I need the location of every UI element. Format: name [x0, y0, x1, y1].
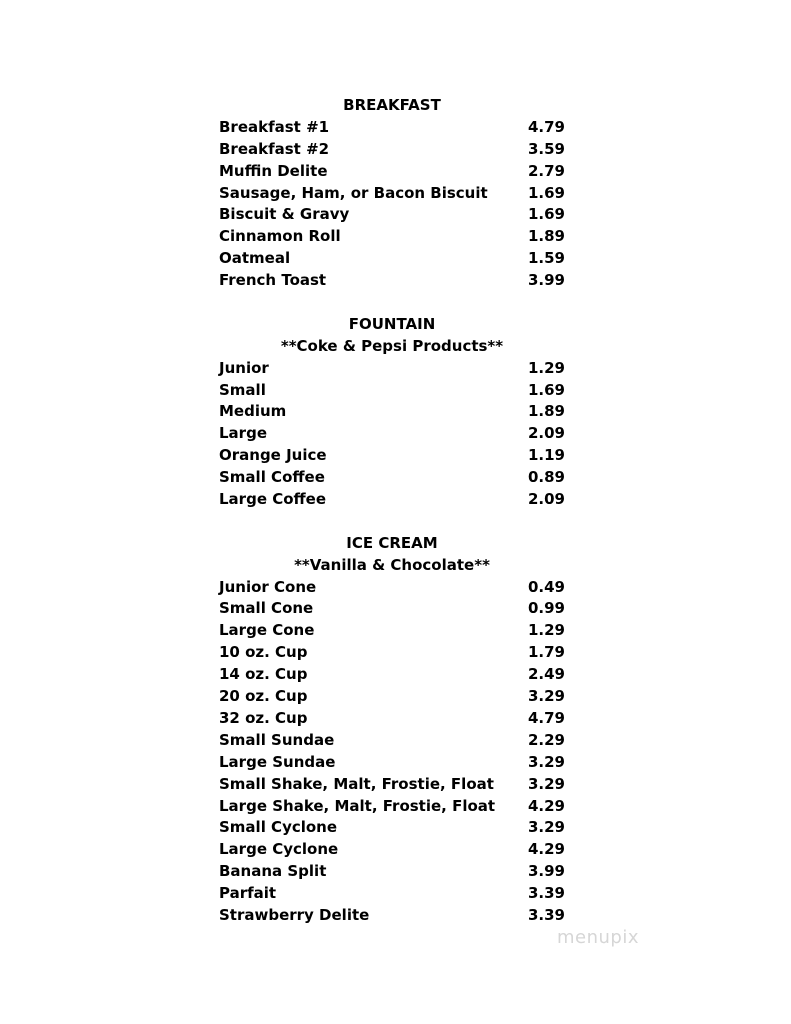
menu-item — [219, 183, 565, 205]
menu-item — [219, 883, 565, 905]
menu-item — [219, 139, 565, 161]
section-spacer — [219, 292, 565, 314]
section-subtitle: **Coke & Pepsi Products** — [280, 336, 504, 355]
menu-item — [219, 489, 565, 511]
section-ice-cream — [219, 533, 565, 927]
item-name: Medium — [219, 402, 287, 421]
item-price: 3.29 — [527, 687, 565, 706]
menu-item — [219, 774, 565, 796]
menu-item — [219, 248, 565, 270]
item-name: Large Cone — [219, 621, 315, 640]
item-price: 1.19 — [527, 446, 565, 465]
menu-item — [219, 380, 565, 402]
item-price: 3.99 — [527, 862, 565, 881]
menu-item — [219, 401, 565, 423]
item-name: Small Sundae — [219, 730, 335, 749]
item-price: 4.29 — [527, 796, 565, 815]
menu-item — [219, 839, 565, 861]
section-fountain — [219, 314, 565, 511]
menu-item — [219, 905, 565, 927]
menu-item — [219, 817, 565, 839]
item-name: 14 oz. Cup — [219, 665, 308, 684]
item-price: 3.29 — [527, 818, 565, 837]
menu-item — [219, 161, 565, 183]
item-name: Large — [219, 424, 267, 443]
item-price: 2.79 — [527, 161, 565, 180]
section-breakfast — [219, 95, 565, 292]
menu-item — [219, 620, 565, 642]
section-title: BREAKFAST — [343, 96, 441, 114]
item-price: 3.39 — [527, 884, 565, 903]
item-name: 32 oz. Cup — [219, 708, 308, 727]
item-name: Large Shake, Malt, Frostie, Float — [219, 796, 496, 815]
item-name: Parfait — [219, 884, 277, 903]
menu-item — [219, 423, 565, 445]
menu-item — [219, 445, 565, 467]
item-price: 1.29 — [527, 358, 565, 377]
item-price: 3.39 — [527, 905, 565, 924]
item-name: Large Sundae — [219, 752, 336, 771]
menu-item — [219, 708, 565, 730]
item-price: 3.29 — [527, 752, 565, 771]
item-name: Junior Cone — [219, 577, 317, 596]
menu-item — [219, 358, 565, 380]
menu-item — [219, 730, 565, 752]
item-price: 2.29 — [527, 730, 565, 749]
item-name: Breakfast #2 — [219, 139, 330, 158]
item-name: Small Cyclone — [219, 818, 338, 837]
item-price: 0.99 — [527, 599, 565, 618]
item-price: 4.79 — [527, 708, 565, 727]
item-price: 2.09 — [527, 490, 565, 509]
item-name: Small Cone — [219, 599, 314, 618]
menu-item — [219, 861, 565, 883]
item-name: Biscuit & Gravy — [219, 205, 350, 224]
watermark-logo: menupix — [557, 927, 640, 948]
item-price: 1.69 — [527, 183, 565, 202]
item-name: Cinnamon Roll — [219, 227, 341, 246]
item-price: 1.89 — [527, 227, 565, 246]
item-name: Large Cyclone — [219, 840, 339, 859]
menu-item — [219, 642, 565, 664]
item-price: 0.89 — [527, 468, 565, 487]
item-name: Small — [219, 380, 266, 399]
menu-item — [219, 204, 565, 226]
section-title: FOUNTAIN — [348, 314, 436, 333]
menu-item — [219, 117, 565, 139]
item-name: Banana Split — [219, 862, 327, 881]
item-name: 10 oz. Cup — [219, 643, 308, 662]
item-name: Sausage, Ham, or Bacon Biscuit — [219, 183, 488, 202]
item-name: Oatmeal — [219, 249, 291, 268]
menu-item — [219, 796, 565, 818]
item-price: 1.89 — [527, 402, 565, 421]
item-name: Muffin Delite — [219, 161, 328, 180]
item-name: Small Coffee — [219, 468, 325, 487]
menu-item — [219, 226, 565, 248]
menu-page — [219, 95, 565, 927]
item-price: 1.69 — [527, 205, 565, 224]
item-price: 2.09 — [527, 424, 565, 443]
item-price: 3.29 — [527, 774, 565, 793]
item-price: 1.69 — [527, 380, 565, 399]
menu-item — [219, 270, 565, 292]
section-title: ICE CREAM — [346, 533, 438, 552]
item-price: 1.59 — [527, 249, 565, 268]
item-price: 3.59 — [527, 139, 565, 158]
section-spacer — [219, 511, 565, 533]
item-name: French Toast — [219, 271, 327, 290]
menu-item — [219, 577, 565, 599]
item-name: Junior — [219, 358, 269, 377]
menu-item — [219, 686, 565, 708]
item-name: Strawberry Delite — [219, 905, 370, 924]
item-price: 4.29 — [527, 840, 565, 859]
menu-item — [219, 598, 565, 620]
item-name: Small Shake, Malt, Frostie, Float — [219, 774, 494, 793]
item-name: Large Coffee — [219, 490, 327, 509]
item-price: 3.99 — [527, 271, 565, 290]
menu-item — [219, 467, 565, 489]
item-name: Breakfast #1 — [219, 117, 330, 136]
item-name: 20 oz. Cup — [219, 687, 308, 706]
item-price: 4.79 — [527, 117, 565, 136]
item-price: 1.79 — [527, 643, 565, 662]
menu-item — [219, 752, 565, 774]
item-price: 2.49 — [527, 665, 565, 684]
section-subtitle: **Vanilla & Chocolate** — [294, 555, 490, 574]
item-price: 1.29 — [527, 621, 565, 640]
item-price: 0.49 — [527, 577, 565, 596]
item-name: Orange Juice — [219, 446, 327, 465]
menu-item — [219, 664, 565, 686]
